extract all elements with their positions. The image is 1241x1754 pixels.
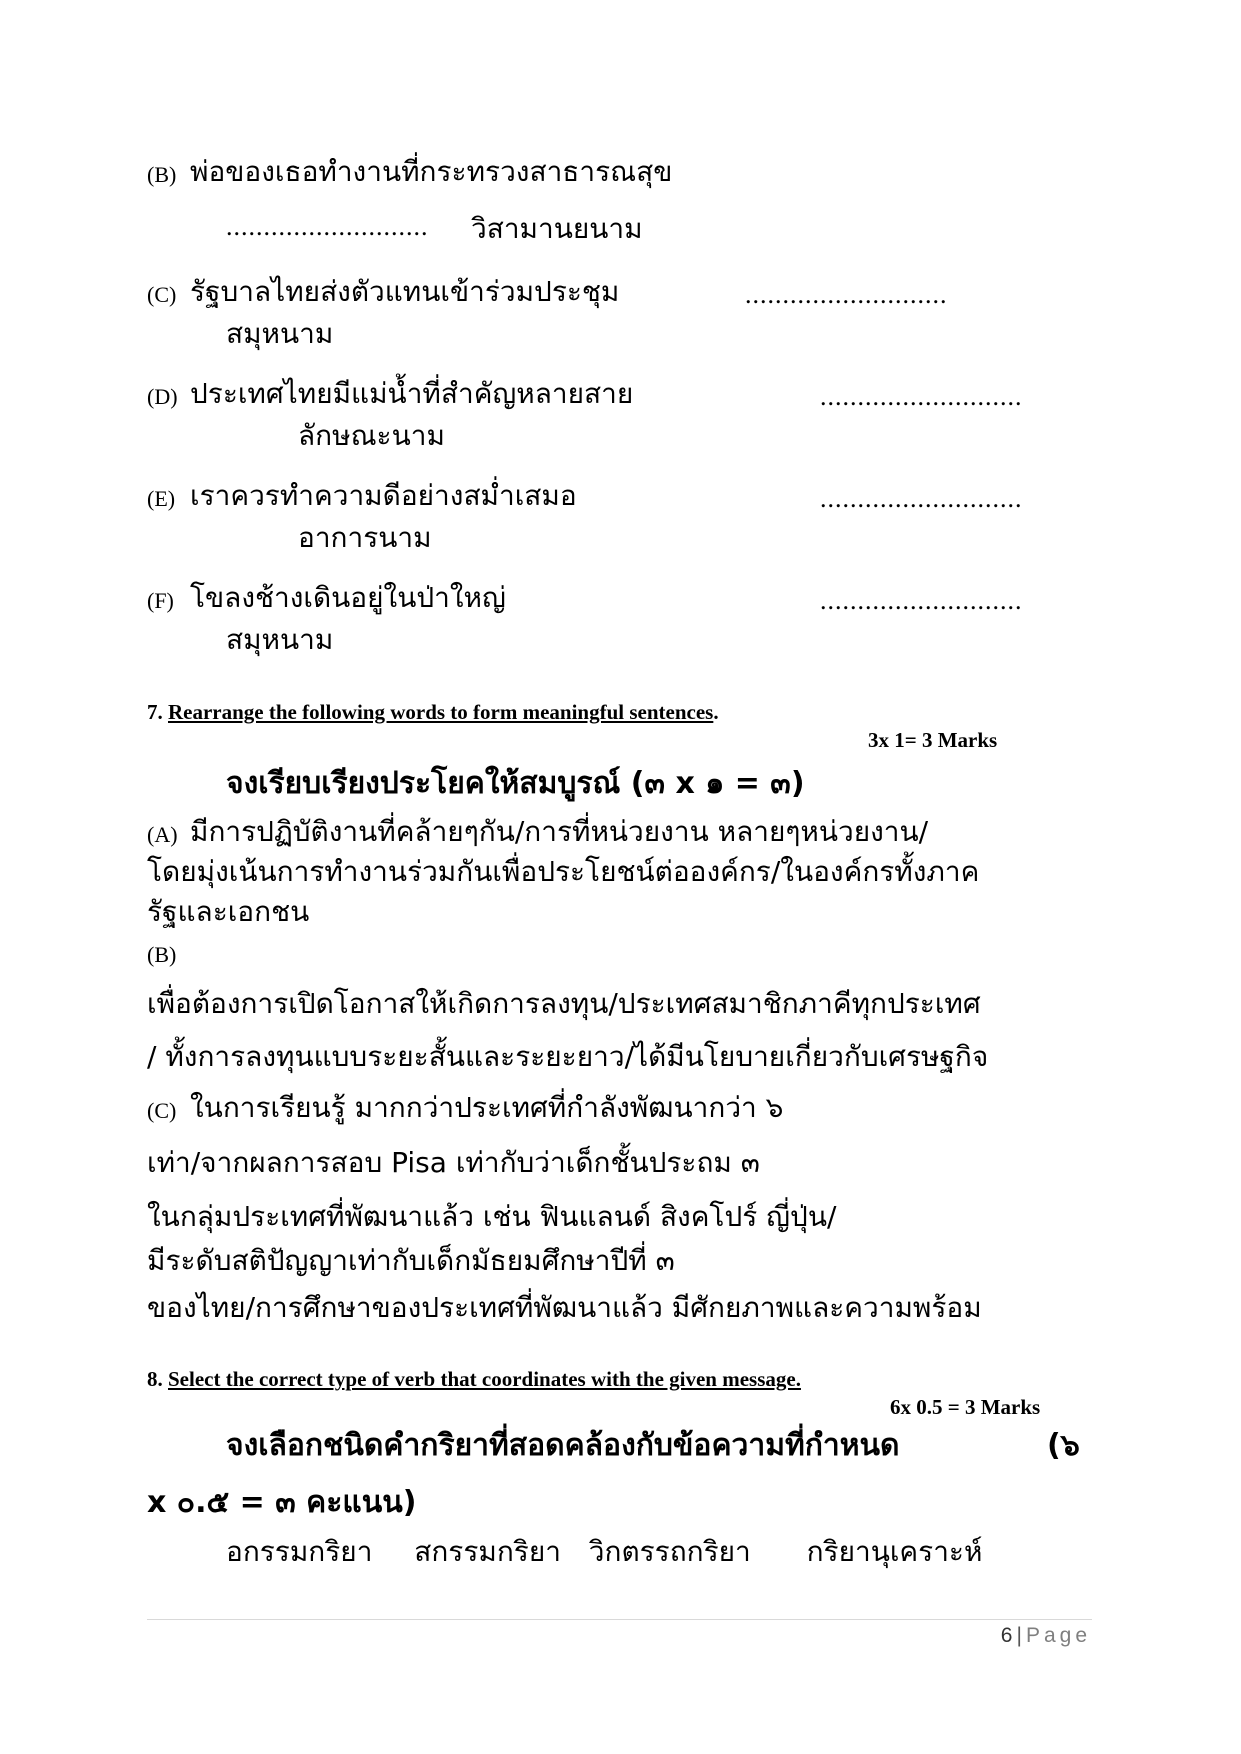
verb-options bbox=[226, 1535, 982, 1569]
item-sentence: รัฐบาลไทยส่งตัวแทนเข้าร่วมประชุม bbox=[190, 275, 620, 308]
q7-a-line: รัฐและเอกชน bbox=[147, 895, 310, 928]
item-label: (C) bbox=[147, 282, 177, 307]
answer-blank: ........................... bbox=[226, 212, 429, 241]
q7-marks: 3x 1= 3 Marks bbox=[868, 728, 998, 752]
item-answer: สมุหนาม bbox=[226, 317, 334, 350]
q8-thai-title-end: (๖ bbox=[1047, 1428, 1080, 1463]
q7-a-line: โดยมุ่งเน้นการทำงานร่วมกันเพื่อประโยชน์ต่อองค์กร/ในองค์กรทั้งภาค bbox=[147, 855, 980, 888]
q8-number: 8. bbox=[147, 1367, 163, 1391]
page-word: Page bbox=[1025, 1624, 1091, 1647]
q7-heading bbox=[147, 700, 719, 725]
answer-blank: ........................... bbox=[745, 280, 948, 309]
q7-c-label: (C) bbox=[147, 1098, 177, 1123]
q7-title: Rearrange the following words to form meaningful sentences bbox=[168, 700, 714, 724]
page-footer bbox=[1001, 1624, 1091, 1648]
q7-thai-title: จงเรียบเรียงประโยคให้สมบูรณ์ (๓ x ๑ = ๓) bbox=[226, 766, 805, 801]
item-sentence: เราควรทำความดีอย่างสม่ำเสมอ bbox=[190, 479, 577, 512]
item-label: (D) bbox=[147, 384, 178, 409]
footer-divider bbox=[147, 1619, 1092, 1620]
q8-thai-title: จงเลือกชนิดคำกริยาที่สอดคล้องกับข้อความที่กำหนด bbox=[226, 1428, 900, 1463]
q7-period: . bbox=[713, 700, 719, 724]
verb-option: กริยานุเคราะห์ bbox=[806, 1535, 983, 1568]
q7-c-line: ในกลุ่มประเทศที่พัฒนาแล้ว เช่น ฟินแลนด์ สิงคโปร์ ญี่ปุ่น/ bbox=[147, 1200, 837, 1233]
q7-c-line: มีระดับสติปัญญาเท่ากับเด็กมัธยมศึกษาปีที่ ๓ bbox=[147, 1244, 675, 1277]
item-answer: ลักษณะนาม bbox=[298, 419, 445, 452]
q7-c-line: ของไทย/การศึกษาของประเทศที่พัฒนาแล้ว มีศักยภาพและความพร้อม bbox=[147, 1291, 982, 1324]
item-label: (E) bbox=[147, 486, 176, 511]
q7-a-line: มีการปฏิบัติงานที่คล้ายๆกัน/การที่หน่วยงาน หลายๆหน่วยงาน/ bbox=[190, 815, 929, 848]
item-sentence: ประเทศไทยมีแม่น้ำที่สำคัญหลายสาย bbox=[190, 377, 634, 410]
q7-c-line: เท่า/จากผลการสอบ Pisa เท่ากับว่าเด็กชั้นประถม ๓ bbox=[147, 1146, 760, 1179]
verb-option: สกรรมกริยา bbox=[414, 1535, 561, 1568]
footer-separator: | bbox=[1016, 1624, 1022, 1647]
item-label: (F) bbox=[147, 588, 174, 613]
q7-b-label: (B) bbox=[147, 942, 177, 967]
q8-title: Select the correct type of verb that coordinates with the given message. bbox=[168, 1367, 801, 1391]
q7-c-line: ในการเรียนรู้ มากกว่าประเทศที่กำลังพัฒนากว่า ๖ bbox=[190, 1091, 784, 1124]
q7-a-label: (A) bbox=[147, 822, 178, 847]
item-answer: อาการนาม bbox=[298, 521, 432, 554]
item-sentence: พ่อของเธอทำงานที่กระทรวงสาธารณสุข bbox=[190, 155, 673, 188]
item-answer: วิสามานยนาม bbox=[471, 212, 643, 245]
q7-b-line: / ทั้งการลงทุนแบบระยะสั้นและระยะยาว/ได้มีนโยบายเกี่ยวกับเศรษฐกิจ bbox=[147, 1040, 989, 1073]
verb-option: อกรรมกริยา bbox=[226, 1535, 373, 1568]
page-number: 6 bbox=[1000, 1624, 1013, 1647]
answer-blank: ........................... bbox=[820, 382, 1023, 411]
verb-option: วิกตรรถกริยา bbox=[588, 1535, 751, 1568]
q8-heading bbox=[147, 1367, 801, 1392]
q7-b-line: เพื่อต้องการเปิดโอกาสให้เกิดการลงทุน/ประเทศสมาชิกภาคีทุกประเทศ bbox=[147, 987, 981, 1020]
item-answer: สมุหนาม bbox=[226, 623, 334, 656]
item-sentence: โขลงช้างเดินอยู่ในป่าใหญ่ bbox=[190, 581, 506, 614]
answer-blank: ........................... bbox=[820, 586, 1023, 615]
item-label: (B) bbox=[147, 162, 177, 187]
q8-thai-title-2: x ๐.๕ = ๓ คะแนน) bbox=[147, 1485, 417, 1520]
answer-blank: ........................... bbox=[820, 484, 1023, 513]
q7-number: 7. bbox=[147, 700, 163, 724]
q8-marks: 6x 0.5 = 3 Marks bbox=[890, 1395, 1041, 1419]
